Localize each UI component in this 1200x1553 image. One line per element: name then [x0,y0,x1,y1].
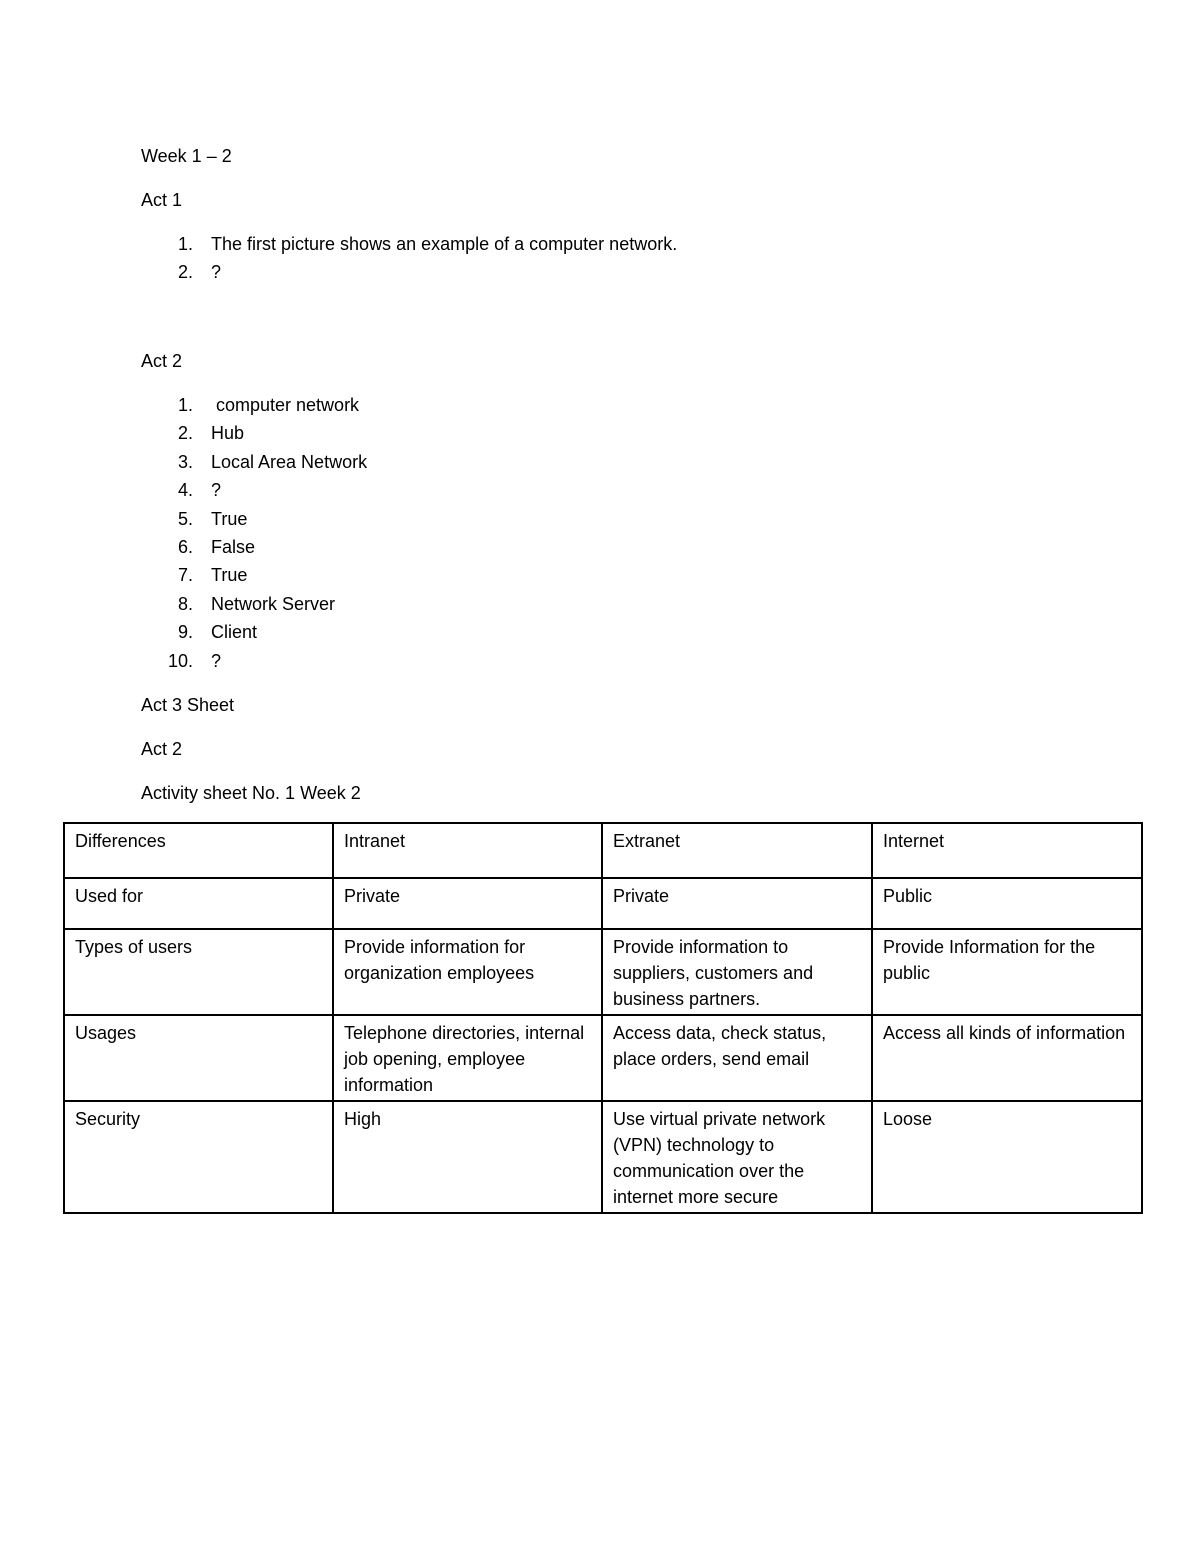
table-header-row [64,823,1142,878]
act2-second-title: Act 2 [141,739,183,759]
table-cell: Public [872,878,1142,929]
table-cell: Telephone directories, internal job opening, employee information [333,1015,602,1101]
table-cell: Used for [64,878,333,929]
table-cell: Types of users [64,929,333,1015]
table-header-cell: Extranet [602,823,872,878]
table-cell: Private [602,878,872,929]
table-cell: Access all kinds of information [872,1015,1142,1101]
table-cell: Usages [64,1015,333,1101]
table-cell: Use virtual private network (VPN) technology to communication over the internet more secure [602,1101,872,1213]
week-heading: Week 1 – 2 [141,146,232,166]
act1-title: Act 1 [141,190,183,210]
table-row [64,929,1142,1015]
table-header-cell: Internet [872,823,1142,878]
table-cell: High [333,1101,602,1213]
table-cell: Private [333,878,602,929]
table-cell: Provide Information for the public [872,929,1142,1015]
table-header-cell: Differences [64,823,333,878]
table-row [64,878,1142,929]
table-cell: Security [64,1101,333,1213]
activity-sheet-title: Activity sheet No. 1 Week 2 [141,783,361,803]
table-row [64,1101,1142,1213]
table-cell: Provide information for organization employees [333,929,602,1015]
table-header-cell: Intranet [333,823,602,878]
comparison-table [63,822,1143,1214]
table-cell: Provide information to suppliers, customers and business partners. [602,929,872,1015]
table-row [64,1015,1142,1101]
table-cell: Loose [872,1101,1142,1213]
act2-title: Act 2 [141,351,183,371]
act3-title: Act 3 Sheet [141,695,235,715]
table-cell: Access data, check status, place orders, send email [602,1015,872,1101]
document-page: Week 1 – 2 Act 1 1. The first picture shows an example of a computer network. 2. ? Act 2 1. computer network 2. Hub 3. Local Area Network 4. ? 5. True 6. False 7. True 8. Network Server 9. Client 10. ? Act 3 Sheet Act 2 Activity sheet No. 1 Week 2 Differences Intranet Extranet Internet Used for Private Private Public Types of users Provide information for organization employees Provide information to suppliers, customers and business partners. Provide Information for the public Usages Telephone directories, internal job opening, employee information Access data, check status, place orders, send email Access all kinds of information Security High Use virtual private network (VPN) technology to communication over the internet more secure Loose [0,0,1200,1553]
